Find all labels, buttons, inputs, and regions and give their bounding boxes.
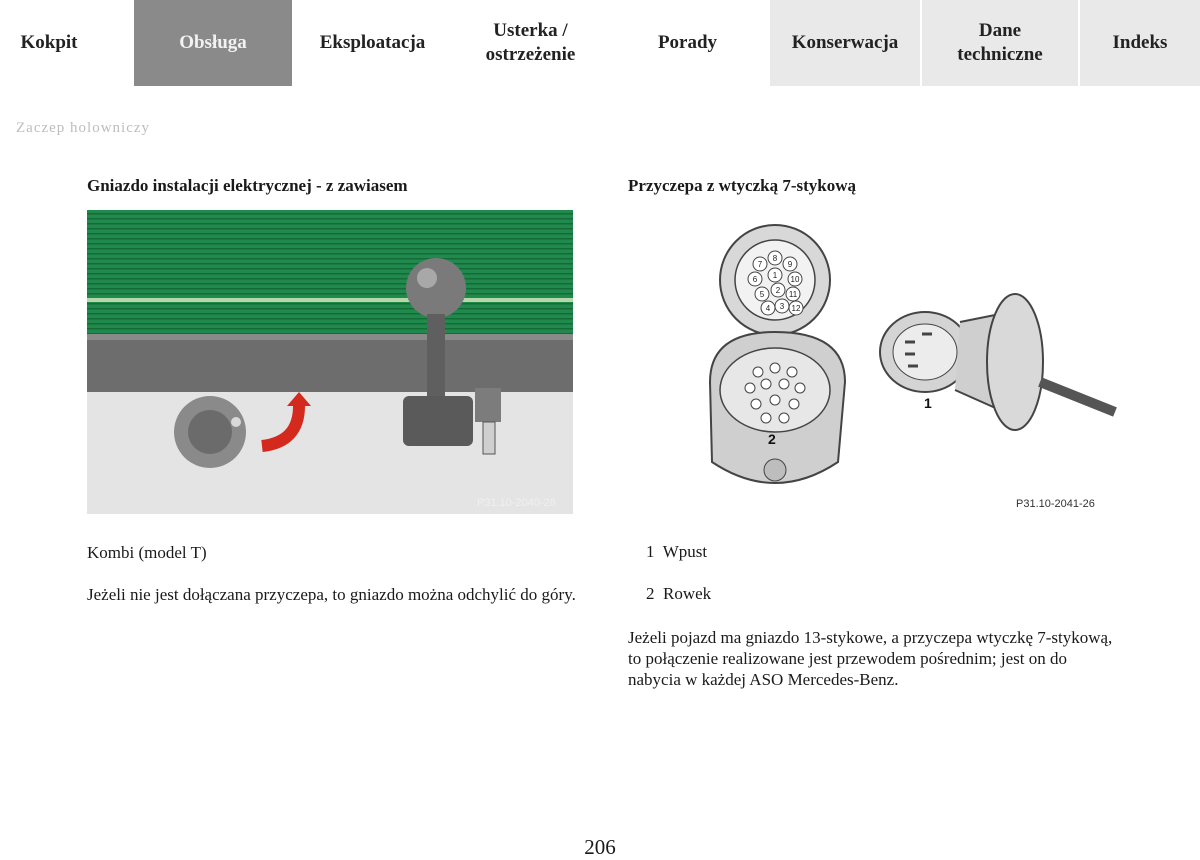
plug-socket-figure	[700, 222, 1120, 510]
svg-text:7: 7	[757, 260, 763, 269]
tab-obsluga[interactable]	[134, 0, 292, 86]
legend-number: 2	[646, 584, 655, 603]
tab-indeks[interactable]	[1080, 0, 1200, 86]
tab-label-line1: Dane	[978, 20, 1022, 41]
tab-konserwacja[interactable]	[770, 0, 920, 86]
callout-1: 1	[924, 395, 932, 411]
tow-hitch-socket-figure	[87, 210, 573, 514]
tab-label-line2: ostrzeżenie	[485, 44, 576, 65]
left-caption: Kombi (model T)	[87, 543, 207, 562]
figure-code: P31.10-2041-26	[1016, 498, 1095, 510]
tab-dane-techniczne[interactable]	[922, 0, 1078, 86]
legend-item-2	[646, 583, 711, 604]
tab-label: Konserwacja	[791, 32, 899, 53]
figure-code: P31.10-2040-26	[477, 497, 556, 509]
plug-socket-illustration	[700, 222, 1120, 504]
svg-text:10: 10	[790, 275, 800, 284]
legend-text: Wpust	[662, 542, 708, 561]
page-number: 206	[584, 835, 616, 859]
tab-label: Eksploatacja	[319, 32, 426, 53]
section-breadcrumb: Zaczep holowniczy	[16, 120, 151, 136]
svg-text:9: 9	[787, 260, 793, 269]
svg-text:1: 1	[772, 271, 778, 280]
svg-text:11: 11	[788, 290, 798, 299]
left-heading: Gniazdo instalacji elektrycznej - z zawiasem	[87, 176, 408, 195]
right-body-text: Jeżeli pojazd ma gniazdo 13-stykowe, a przyczepa wtyczkę 7-stykową, to połączenie realizowane jest przewodem pośrednim; jest on do nabycia w każdej ASO Mercedes-Benz.	[628, 628, 1113, 689]
left-body-text: Jeżeli nie jest dołączana przyczepa, to gniazdo można odchylić do góry.	[87, 585, 576, 604]
tab-label: Kokpit	[20, 32, 78, 53]
tab-usterka-ostrzezenie[interactable]	[463, 0, 598, 86]
tab-label-line2: techniczne	[957, 44, 1043, 65]
tab-label-line1: Usterka /	[493, 20, 568, 41]
tab-label: Indeks	[1112, 32, 1168, 53]
svg-text:2: 2	[775, 286, 781, 295]
tow-hitch-illustration	[87, 210, 573, 514]
top-navigation	[0, 0, 1200, 86]
svg-text:6: 6	[752, 275, 758, 284]
tab-eksploatacja[interactable]	[300, 0, 445, 86]
tab-porady[interactable]	[625, 0, 750, 86]
callout-2: 2	[768, 431, 776, 447]
svg-text:3: 3	[779, 302, 785, 311]
legend-item-1	[646, 541, 707, 562]
svg-text:5: 5	[759, 290, 765, 299]
legend-text: Rowek	[663, 584, 712, 603]
svg-text:12: 12	[791, 304, 801, 313]
tab-label: Obsługa	[179, 32, 247, 53]
legend-number: 1	[646, 542, 655, 561]
tab-label: Porady	[657, 32, 718, 53]
svg-text:4: 4	[765, 304, 771, 313]
svg-text:8: 8	[772, 254, 778, 263]
right-heading: Przyczepa z wtyczką 7-stykową	[628, 176, 857, 195]
tab-kokpit[interactable]	[0, 0, 98, 86]
